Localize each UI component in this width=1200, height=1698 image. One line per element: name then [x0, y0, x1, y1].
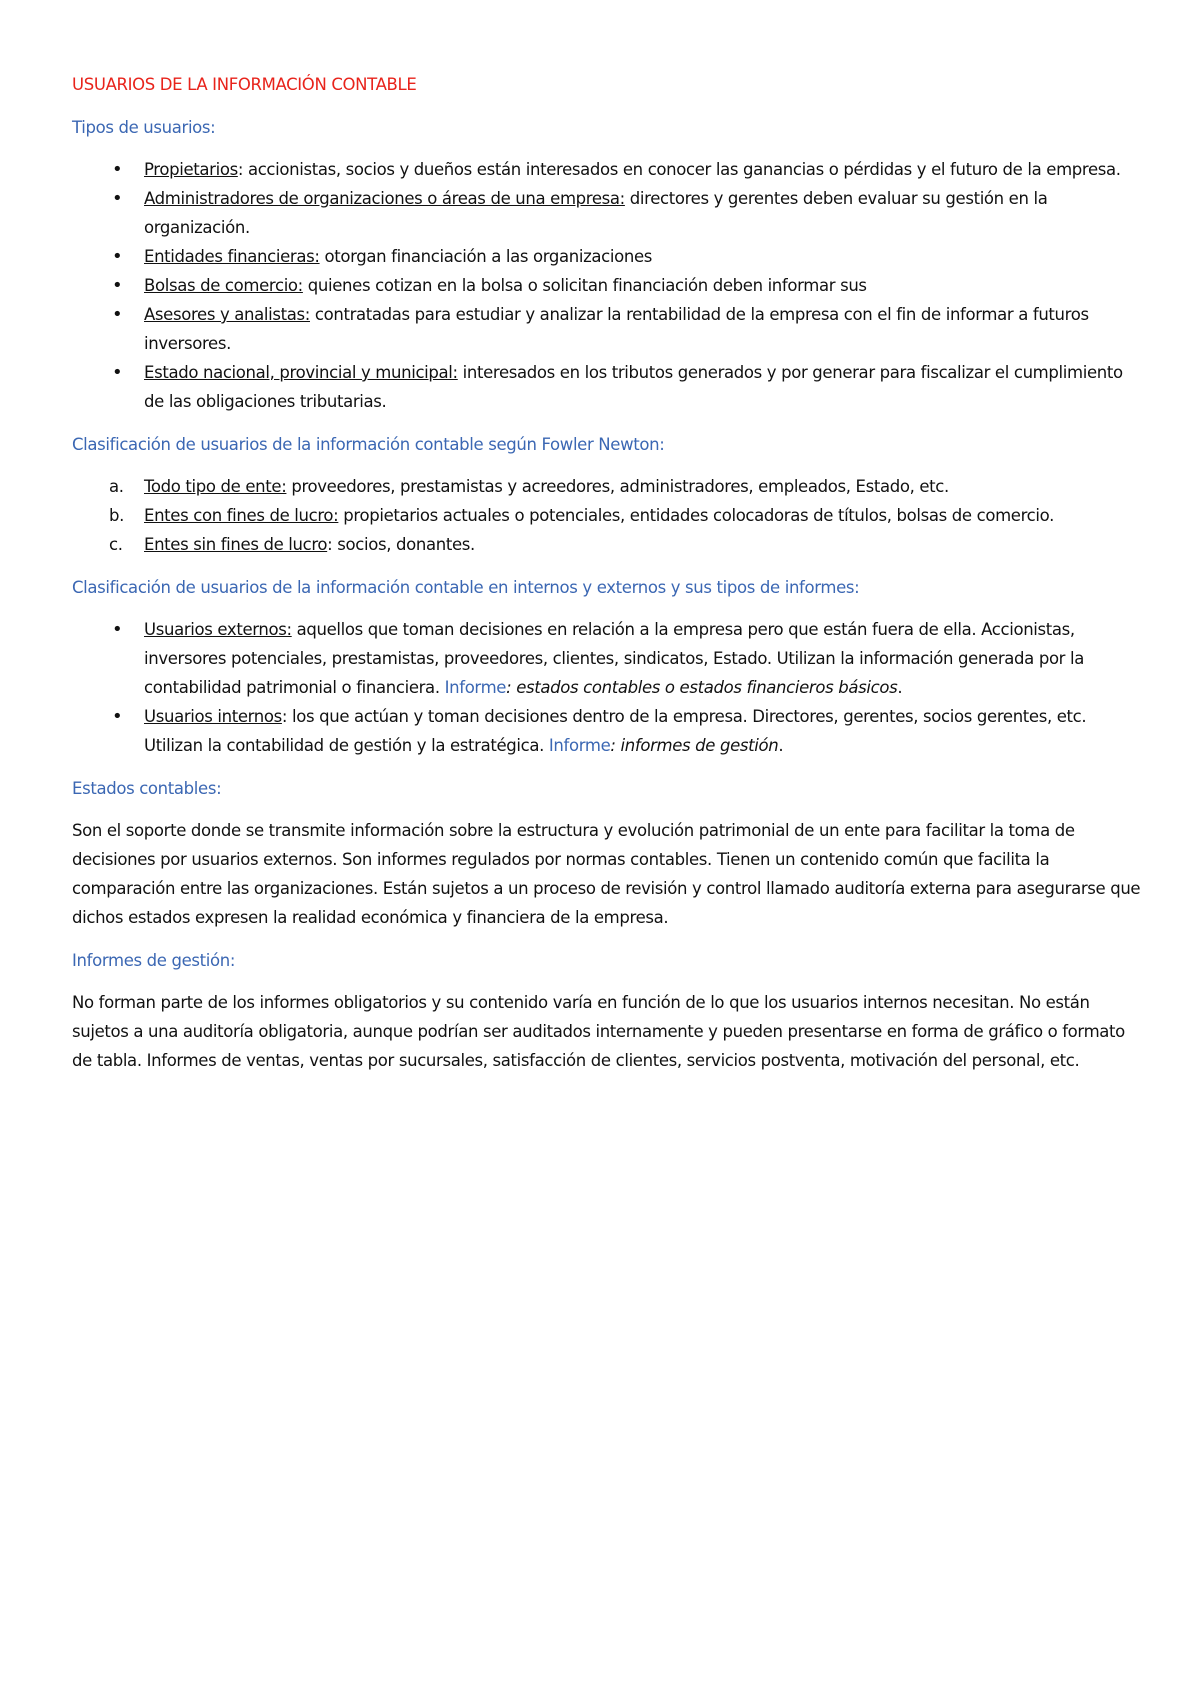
term-label: Usuarios externos:	[144, 620, 292, 639]
informes-de-gestion-paragraph: No forman parte de los informes obligatorios y su contenido varía en función de lo que los usuarios internos necesitan. No están sujetos a una auditoría obligatoria, aunque podrían ser auditados internamente y pueden presentarse en forma de gráfico o formato de tabla. Informes de ventas, ventas por sucursales, satisfacción de clientes, servicios postventa, motivación del personal, etc.	[72, 993, 1125, 1070]
list-item	[72, 242, 1142, 271]
item-text: aquellos que toman decisiones en relación a la empresa pero que están fuera de ella. Accionistas, inversores potenciales, prestamistas, proveedores, clientes, sindicatos, Estado. Utilizan la información generada por la contabilidad patrimonial o financiera.	[144, 620, 1085, 697]
informe-label: Informe	[444, 678, 507, 697]
list-item	[72, 472, 1142, 501]
term-label: Entes sin fines de lucro	[144, 535, 328, 554]
document-title: USUARIOS DE LA INFORMACIÓN CONTABLE	[72, 75, 417, 94]
section-heading-internos-externos: Clasificación de usuarios de la información contable en internos y externos y sus tipos de informes:	[72, 578, 860, 597]
list-item	[72, 501, 1142, 530]
item-text: otorgan financiación a las organizaciones	[319, 247, 653, 266]
informe-label: Informe	[548, 736, 611, 755]
list-item	[72, 300, 1142, 358]
section-heading-tipos-de-usuarios: Tipos de usuarios:	[72, 118, 216, 137]
item-text: quienes cotizan en la bolsa o solicitan financiación deben informar sus	[302, 276, 867, 295]
item-text: proveedores, prestamistas y acreedores, administradores, empleados, Estado, etc.	[286, 477, 949, 496]
list-item	[72, 271, 1142, 300]
list-item	[72, 184, 1142, 242]
term-label: Todo tipo de ente:	[144, 477, 287, 496]
term-label: Estado nacional, provincial y municipal:	[144, 363, 458, 382]
item-text: interesados en los tributos generados y por generar para fiscalizar el cumplimiento de las obligaciones tributarias.	[144, 363, 1123, 411]
term-label: Administradores de organizaciones o áreas de una empresa:	[144, 189, 625, 208]
list-item	[72, 530, 1142, 559]
item-text: contratadas para estudiar y analizar la rentabilidad de la empresa con el fin de informar a futuros inversores.	[144, 305, 1089, 353]
item-text: directores y gerentes deben evaluar su gestión en la organización.	[144, 189, 1048, 237]
section-heading-fowler-newton: Clasificación de usuarios de la información contable según Fowler Newton:	[72, 435, 665, 454]
term-label: Bolsas de comercio:	[144, 276, 303, 295]
term-label: Propietarios	[144, 160, 238, 179]
item-end: .	[778, 736, 784, 755]
internal-external-list	[72, 615, 1142, 760]
section-heading-estados-contables: Estados contables:	[72, 779, 222, 798]
informe-text: informes de gestión	[615, 736, 779, 755]
informe-colon: :	[506, 678, 512, 697]
list-item	[72, 155, 1142, 184]
item-text: accionistas, socios y dueños están interesados en conocer las ganancias o pérdidas y el futuro de la empresa.	[243, 160, 1121, 179]
fowler-newton-list	[72, 472, 1142, 559]
section-heading-informes-de-gestion: Informes de gestión:	[72, 951, 236, 970]
term-separator: :	[237, 160, 244, 179]
list-marker: a.	[109, 477, 124, 496]
user-types-list	[72, 155, 1142, 416]
list-item	[72, 358, 1142, 416]
item-text: propietarios actuales o potenciales, entidades colocadoras de títulos, bolsas de comercio.	[338, 506, 1054, 525]
term-label: Asesores y analistas:	[144, 305, 310, 324]
list-item	[72, 615, 1142, 702]
item-text: : los que actúan y toman decisiones dentro de la empresa. Directores, gerentes, socios gerentes, etc. Utilizan la contabilidad de gestión y la estratégica.	[144, 707, 1087, 755]
document-page	[72, 70, 1142, 1089]
list-item	[72, 702, 1142, 760]
estados-contables-paragraph: Son el soporte donde se transmite información sobre la estructura y evolución patrimonial de un ente para facilitar la toma de decisiones por usuarios externos. Son informes regulados por normas contables. Tienen un contenido común que facilita la comparación entre las organizaciones. Están sujetos a un proceso de revisión y control llamado auditoría externa para asegurarse que dichos estados expresen la realidad económica y financiera de la empresa.	[72, 821, 1141, 927]
term-label: Entidades financieras:	[144, 247, 320, 266]
list-marker: c.	[109, 535, 123, 554]
list-marker: b.	[109, 506, 125, 525]
informe-text: estados contables o estados financieros básicos	[511, 678, 898, 697]
item-text: : socios, donantes.	[327, 535, 475, 554]
term-label: Usuarios internos	[144, 707, 282, 726]
item-end: .	[897, 678, 903, 697]
informe-colon: :	[610, 736, 616, 755]
term-label: Entes con fines de lucro:	[144, 506, 339, 525]
